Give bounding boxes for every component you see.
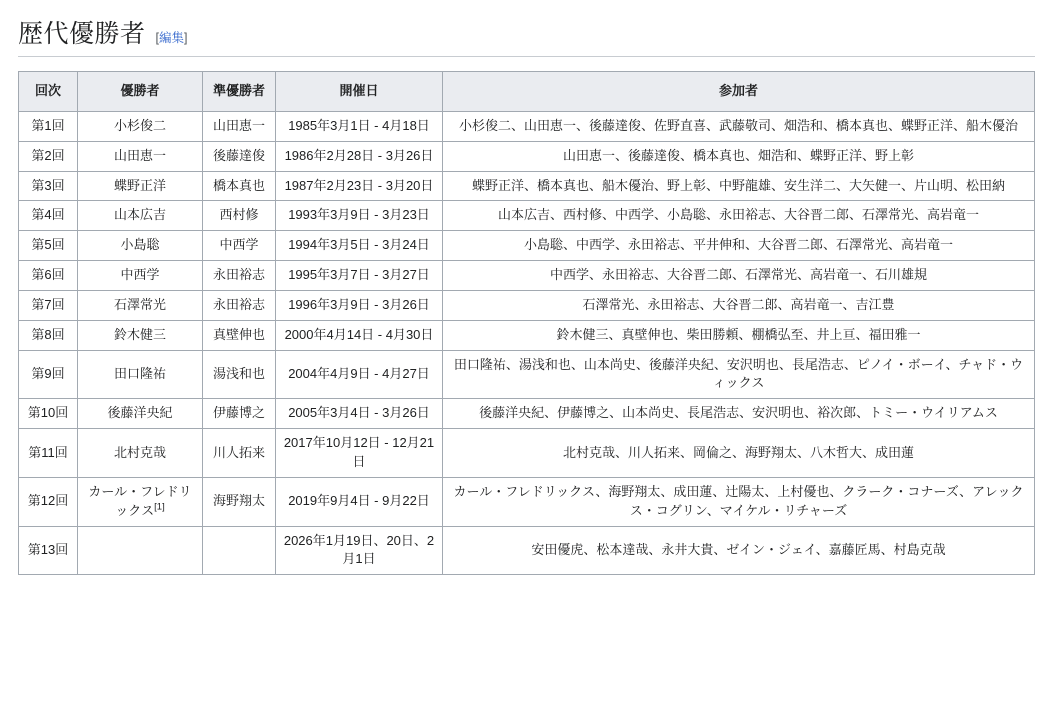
cell-winner-text: 北村克哉 <box>113 444 166 460</box>
cell-round <box>19 201 78 231</box>
cell-round <box>19 290 78 320</box>
cell-winner-text: 鈴木健三 <box>113 326 166 342</box>
cell-runnerup <box>203 526 276 575</box>
cell-winner-text: 田口隆祐 <box>113 366 166 382</box>
cell-date <box>276 261 443 291</box>
cell-winner-text: 蝶野正洋 <box>113 177 166 193</box>
cell-runnerup <box>203 261 276 291</box>
cell-participants-text: 小島聡、中西学、永田裕志、平井伸和、大谷晋二郎、石澤常光、高岩竜一 <box>523 237 953 253</box>
cell-runnerup <box>203 171 276 201</box>
edit-section-link[interactable] <box>156 28 188 47</box>
cell-runnerup-text: 伊藤博之 <box>212 405 265 421</box>
cell-round-text: 第6回 <box>31 267 65 283</box>
edit-bracket-close: ] <box>184 31 188 45</box>
cell-participants <box>443 261 1035 291</box>
column-header-runnerup: 準優勝者 <box>203 72 276 112</box>
cell-runnerup <box>203 290 276 320</box>
cell-participants-text: 山本広吉、西村修、中西学、小島聡、永田裕志、大谷晋二郎、石澤常光、高岩竜一 <box>497 207 979 223</box>
cell-date-text: 2026年1月19日、20日、2月1日 <box>283 532 435 567</box>
cell-winner-text: 小島聡 <box>120 237 160 253</box>
cell-date <box>276 171 443 201</box>
cell-participants <box>443 320 1035 350</box>
cell-round-text: 第4回 <box>31 207 65 223</box>
cell-participants-text: 石澤常光、永田裕志、大谷晋二郎、高岩竜一、吉江豊 <box>582 296 895 312</box>
cell-date-text: 2017年10月12日 - 12月21日 <box>283 435 435 469</box>
champions-table <box>18 71 1035 575</box>
table-body <box>19 111 1035 574</box>
cell-runnerup-text: 湯浅和也 <box>212 366 265 382</box>
cell-winner <box>78 429 203 478</box>
cell-participants-text: 小杉俊二、山田恵一、後藤達俊、佐野直喜、武藤敬司、畑浩和、橋本真也、蝶野正洋、船木優治 <box>458 117 1018 133</box>
cell-round <box>19 111 78 141</box>
cell-runnerup-text: 橋本真也 <box>212 177 265 193</box>
cell-participants <box>443 111 1035 141</box>
table-row <box>19 111 1035 141</box>
cell-participants-text: 鈴木健三、真壁伸也、柴田勝頼、棚橋弘至、井上亘、福田雅一 <box>556 326 921 342</box>
cell-date-text: 1996年3月9日 - 3月26日 <box>288 296 430 312</box>
cell-participants <box>443 201 1035 231</box>
cell-winner <box>78 141 203 171</box>
table-row <box>19 231 1035 261</box>
cell-runnerup <box>203 141 276 171</box>
cell-round-text: 第2回 <box>31 147 65 163</box>
cell-date-text: 1986年2月28日 - 3月26日 <box>284 147 434 163</box>
cell-runnerup <box>203 350 276 399</box>
cell-round-text: 第1回 <box>31 117 65 133</box>
cell-date-text: 1987年2月23日 - 3月20日 <box>284 177 434 193</box>
cell-round <box>19 399 78 429</box>
cell-round-text: 第10回 <box>27 405 69 421</box>
cell-winner-text: 山本広吉 <box>113 207 166 223</box>
page-title: 歴代優勝者 <box>18 21 146 48</box>
cell-winner-text: 後藤洋央紀 <box>107 405 173 421</box>
cell-round-text: 第9回 <box>31 366 65 382</box>
cell-winner <box>78 399 203 429</box>
cell-round-text: 第11回 <box>28 444 68 460</box>
cell-date-text: 1985年3月1日 - 4月18日 <box>288 117 430 133</box>
cell-participants <box>443 526 1035 575</box>
edit-label[interactable]: 編集 <box>159 31 185 45</box>
cell-participants-text: 北村克哉、川人拓来、岡倫之、海野翔太、八木哲大、成田蓮 <box>562 444 914 460</box>
cell-runnerup <box>203 320 276 350</box>
cell-date <box>276 477 443 526</box>
section-heading <box>18 14 1035 57</box>
cell-runnerup-text: 西村修 <box>219 207 259 223</box>
cell-winner <box>78 231 203 261</box>
cell-round <box>19 526 78 575</box>
cell-runnerup <box>203 399 276 429</box>
cell-runnerup-text: 後藤達俊 <box>212 147 265 163</box>
cell-runnerup <box>203 477 276 526</box>
cell-round <box>19 141 78 171</box>
cell-participants <box>443 350 1035 399</box>
cell-winner <box>78 477 203 526</box>
table-row <box>19 171 1035 201</box>
table-header <box>19 72 1035 112</box>
cell-round <box>19 231 78 261</box>
cell-runnerup <box>203 429 276 478</box>
table-row <box>19 477 1035 526</box>
cell-participants <box>443 399 1035 429</box>
cell-winner <box>78 290 203 320</box>
reference-link[interactable]: [1] <box>154 501 165 513</box>
column-header-participants: 参加者 <box>443 72 1035 112</box>
cell-date-text: 2019年9月4日 - 9月22日 <box>288 493 430 509</box>
cell-date <box>276 399 443 429</box>
cell-runnerup-text: 川人拓来 <box>212 444 265 460</box>
cell-runnerup <box>203 231 276 261</box>
table-row <box>19 429 1035 478</box>
cell-winner-text: 中西学 <box>120 267 160 283</box>
cell-date <box>276 290 443 320</box>
cell-round-text: 第3回 <box>31 177 65 193</box>
cell-winner-text: 石澤常光 <box>113 296 166 312</box>
cell-runnerup-text: 永田裕志 <box>212 296 265 312</box>
table-header-row <box>19 72 1035 112</box>
cell-winner-text: 山田恵一 <box>113 147 166 163</box>
table-row <box>19 399 1035 429</box>
cell-round <box>19 320 78 350</box>
cell-round <box>19 429 78 478</box>
cell-date-text: 2004年4月9日 - 4月27日 <box>288 366 430 382</box>
cell-runnerup-text: 山田恵一 <box>212 117 265 133</box>
cell-round-text: 第13回 <box>27 541 69 557</box>
cell-winner-text: 小杉俊二 <box>113 117 166 133</box>
table-row <box>19 350 1035 399</box>
cell-participants <box>443 290 1035 320</box>
cell-winner <box>78 201 203 231</box>
table-row <box>19 201 1035 231</box>
cell-runnerup-text: 真壁伸也 <box>212 326 265 342</box>
cell-date <box>276 231 443 261</box>
cell-participants-text: 山田恵一、後藤達俊、橋本真也、畑浩和、蝶野正洋、野上彰 <box>562 147 914 163</box>
cell-winner <box>78 261 203 291</box>
cell-date-text: 2005年3月4日 - 3月26日 <box>288 405 430 421</box>
cell-date <box>276 350 443 399</box>
cell-participants <box>443 429 1035 478</box>
cell-winner <box>78 320 203 350</box>
cell-round <box>19 261 78 291</box>
cell-date <box>276 141 443 171</box>
cell-participants-text: 田口隆祐、湯浅和也、山本尚史、後藤洋央紀、安沢明也、長尾浩志、ピノイ・ボーイ、チャド・ウィックス <box>453 356 1024 391</box>
cell-runnerup-text: 永田裕志 <box>212 267 265 283</box>
table-row <box>19 261 1035 291</box>
cell-date <box>276 526 443 575</box>
cell-round-text: 第8回 <box>31 326 65 342</box>
cell-date <box>276 320 443 350</box>
cell-participants <box>443 141 1035 171</box>
cell-round-text: 第12回 <box>27 493 69 509</box>
cell-participants <box>443 231 1035 261</box>
cell-date-text: 1994年3月5日 - 3月24日 <box>288 237 430 253</box>
cell-runnerup <box>203 201 276 231</box>
table-row <box>19 141 1035 171</box>
cell-winner <box>78 350 203 399</box>
cell-runnerup-text: 中西学 <box>219 237 259 253</box>
cell-winner <box>78 526 203 575</box>
cell-participants-text: 中西学、永田裕志、大谷晋二郎、石澤常光、高岩竜一、石川雄規 <box>549 267 927 283</box>
table-row <box>19 290 1035 320</box>
cell-date <box>276 111 443 141</box>
cell-participants-text: 後藤洋央紀、伊藤博之、山本尚史、長尾浩志、安沢明也、裕次郎、トミー・ウイリアムス <box>479 405 998 421</box>
column-header-round: 回次 <box>19 72 78 112</box>
edit-bracket-open: [ <box>155 31 159 45</box>
cell-date <box>276 201 443 231</box>
column-header-date: 開催日 <box>276 72 443 112</box>
cell-round <box>19 171 78 201</box>
cell-winner-text: カール・フレドリックス <box>88 483 192 518</box>
cell-participants <box>443 171 1035 201</box>
cell-participants-text: 蝶野正洋、橋本真也、船木優治、野上彰、中野龍雄、安生洋二、大矢健一、片山明、松田納 <box>471 177 1005 193</box>
cell-winner <box>78 171 203 201</box>
cell-round <box>19 350 78 399</box>
cell-date <box>276 429 443 478</box>
cell-round-text: 第7回 <box>31 296 65 312</box>
cell-round-text: 第5回 <box>31 237 65 253</box>
cell-round <box>19 477 78 526</box>
cell-participants-text: 安田優虎、松本達哉、永井大貴、ゼイン・ジェイ、嘉藤匠馬、村島克哉 <box>531 541 946 557</box>
column-header-winner: 優勝者 <box>78 72 203 112</box>
cell-date-text: 1995年3月7日 - 3月27日 <box>288 267 430 283</box>
table-row <box>19 320 1035 350</box>
cell-runnerup <box>203 111 276 141</box>
cell-date-text: 1993年3月9日 - 3月23日 <box>288 207 430 223</box>
cell-runnerup-text: 海野翔太 <box>212 493 265 509</box>
cell-winner <box>78 111 203 141</box>
cell-participants-text: カール・フレドリックス、海野翔太、成田蓮、辻陽太、上村優也、クラーク・コナーズ、アレックス・コグリン、マイケル・リチャーズ <box>453 483 1024 518</box>
cell-date-text: 2000年4月14日 - 4月30日 <box>284 326 434 342</box>
cell-participants <box>443 477 1035 526</box>
table-row <box>19 526 1035 575</box>
